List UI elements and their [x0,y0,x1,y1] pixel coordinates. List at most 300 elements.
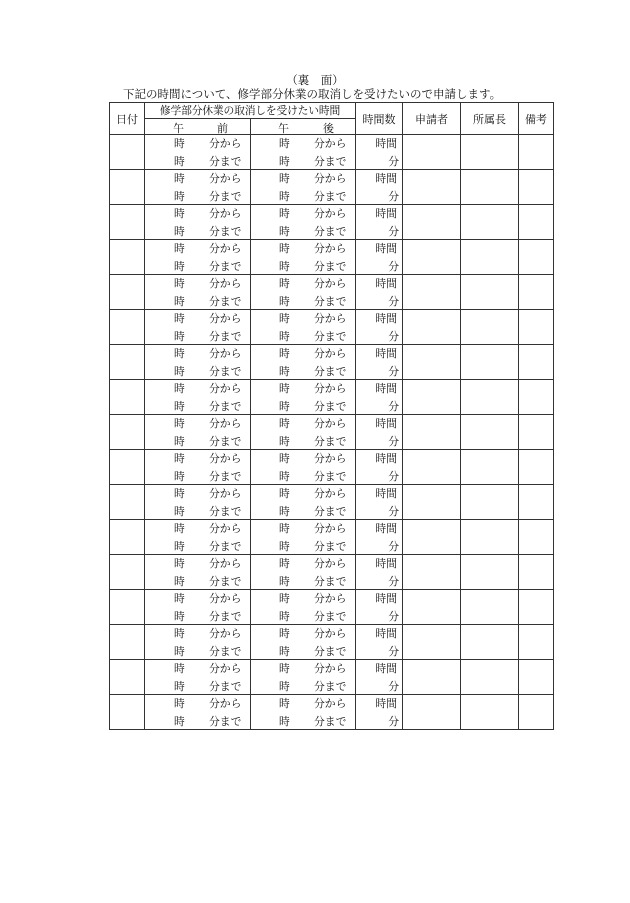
morning-end-minute-label: 分まで [209,330,242,343]
hours-cell[interactable] [356,345,403,380]
hours-cell[interactable] [356,380,403,415]
hours-unit-label: 時間 [375,417,397,430]
morning-start-minute-label: 分から [209,592,242,605]
minutes-unit-label: 分 [388,680,399,693]
morning-start-hour-label: 時 [174,487,185,500]
morning-end-hour-label: 時 [174,260,185,273]
morning-start-hour-label: 時 [174,347,185,360]
afternoon-end-hour-label: 時 [279,155,290,168]
hours-unit-label: 時間 [375,592,397,605]
morning-time-cell[interactable] [145,555,251,590]
intro-text: 下記の時間について、修学部分休業の取消しを受けたいので申請します。 [123,87,502,101]
date-cell[interactable] [110,625,145,660]
chief-stamp-cell[interactable] [461,170,519,205]
table-row [110,205,554,240]
table-row [110,625,554,660]
afternoon-end-minute-label: 分まで [314,435,347,448]
header-applicant: 申請者 [403,103,461,135]
morning-end-hour-label: 時 [174,610,185,623]
minutes-unit-label: 分 [388,330,399,343]
morning-end-minute-label: 分まで [209,505,242,518]
afternoon-time-cell[interactable] [251,415,356,450]
morning-end-minute-label: 分まで [209,400,242,413]
hours-cell[interactable] [356,450,403,485]
afternoon-start-minute-label: 分から [314,347,347,360]
afternoon-time-cell[interactable] [251,380,356,415]
chief-stamp-cell[interactable] [461,345,519,380]
morning-start-hour-label: 時 [174,207,185,220]
morning-end-minute-label: 分まで [209,190,242,203]
morning-end-minute-label: 分まで [209,435,242,448]
morning-time-cell[interactable] [145,450,251,485]
afternoon-end-minute-label: 分まで [314,295,347,308]
afternoon-start-hour-label: 時 [279,557,290,570]
afternoon-time-cell[interactable] [251,695,356,730]
date-cell[interactable] [110,275,145,310]
morning-time-cell[interactable] [145,625,251,660]
morning-time-cell[interactable] [145,520,251,555]
remarks-cell[interactable] [519,695,554,730]
date-cell[interactable] [110,555,145,590]
remarks-cell[interactable] [519,485,554,520]
afternoon-start-hour-label: 時 [279,522,290,535]
applicant-stamp-cell[interactable] [403,415,461,450]
table-row [110,240,554,275]
afternoon-start-minute-label: 分から [314,242,347,255]
table-row [110,520,554,555]
date-cell[interactable] [110,415,145,450]
morning-start-hour-label: 時 [174,592,185,605]
remarks-cell[interactable] [519,240,554,275]
afternoon-end-hour-label: 時 [279,225,290,238]
hours-cell[interactable] [356,275,403,310]
afternoon-start-minute-label: 分から [314,662,347,675]
hours-cell[interactable] [356,695,403,730]
table-row [110,415,554,450]
afternoon-time-cell[interactable] [251,345,356,380]
morning-end-hour-label: 時 [174,400,185,413]
minutes-unit-label: 分 [388,575,399,588]
remarks-cell[interactable] [519,415,554,450]
morning-start-hour-label: 時 [174,452,185,465]
morning-time-cell[interactable] [145,590,251,625]
chief-stamp-cell[interactable] [461,660,519,695]
minutes-unit-label: 分 [388,155,399,168]
morning-start-minute-label: 分から [209,417,242,430]
chief-stamp-cell[interactable] [461,240,519,275]
morning-time-cell[interactable] [145,170,251,205]
hours-unit-label: 時間 [375,347,397,360]
header-afternoon [251,119,356,135]
morning-end-hour-label: 時 [174,330,185,343]
afternoon-start-hour-label: 時 [279,627,290,640]
morning-time-cell[interactable] [145,380,251,415]
applicant-stamp-cell[interactable] [403,240,461,275]
minutes-unit-label: 分 [388,715,399,728]
header-cancel-time: 修学部分休業の取消しを受けたい時間 [145,103,356,119]
table-row [110,555,554,590]
minutes-unit-label: 分 [388,435,399,448]
afternoon-start-minute-label: 分から [314,697,347,710]
afternoon-time-cell[interactable] [251,450,356,485]
table-row [110,590,554,625]
chief-stamp-cell[interactable] [461,520,519,555]
morning-start-minute-label: 分から [209,137,242,150]
table-row [110,275,554,310]
header-afternoon-2: 後 [323,122,334,135]
morning-end-hour-label: 時 [174,155,185,168]
morning-end-hour-label: 時 [174,365,185,378]
morning-end-hour-label: 時 [174,680,185,693]
table-row [110,695,554,730]
applicant-stamp-cell[interactable] [403,555,461,590]
morning-start-hour-label: 時 [174,627,185,640]
afternoon-end-minute-label: 分まで [314,365,347,378]
remarks-cell[interactable] [519,555,554,590]
applicant-stamp-cell[interactable] [403,695,461,730]
afternoon-end-minute-label: 分まで [314,470,347,483]
afternoon-end-minute-label: 分まで [314,680,347,693]
date-cell[interactable] [110,240,145,275]
afternoon-start-hour-label: 時 [279,662,290,675]
afternoon-start-hour-label: 時 [279,137,290,150]
afternoon-time-cell[interactable] [251,205,356,240]
hours-unit-label: 時間 [375,277,397,290]
morning-end-hour-label: 時 [174,645,185,658]
morning-start-hour-label: 時 [174,242,185,255]
morning-start-minute-label: 分から [209,207,242,220]
morning-end-hour-label: 時 [174,505,185,518]
hours-cell[interactable] [356,520,403,555]
afternoon-end-hour-label: 時 [279,680,290,693]
afternoon-end-minute-label: 分まで [314,575,347,588]
afternoon-end-minute-label: 分まで [314,190,347,203]
hours-unit-label: 時間 [375,382,397,395]
applicant-stamp-cell[interactable] [403,310,461,345]
morning-time-cell[interactable] [145,660,251,695]
date-cell[interactable] [110,170,145,205]
applicant-stamp-cell[interactable] [403,625,461,660]
afternoon-time-cell[interactable] [251,275,356,310]
minutes-unit-label: 分 [388,645,399,658]
chief-stamp-cell[interactable] [461,310,519,345]
morning-start-minute-label: 分から [209,242,242,255]
hours-cell[interactable] [356,590,403,625]
morning-time-cell[interactable] [145,240,251,275]
hours-cell[interactable] [356,205,403,240]
afternoon-end-hour-label: 時 [279,715,290,728]
morning-time-cell[interactable] [145,275,251,310]
date-cell[interactable] [110,450,145,485]
hours-unit-label: 時間 [375,557,397,570]
remarks-cell[interactable] [519,310,554,345]
hours-unit-label: 時間 [375,137,397,150]
afternoon-start-minute-label: 分から [314,172,347,185]
morning-end-minute-label: 分まで [209,610,242,623]
date-cell[interactable] [110,485,145,520]
morning-time-cell[interactable] [145,485,251,520]
morning-start-minute-label: 分から [209,347,242,360]
afternoon-time-cell[interactable] [251,310,356,345]
header-date: 日付 [110,103,145,135]
table-row [110,310,554,345]
afternoon-end-minute-label: 分まで [314,330,347,343]
morning-end-hour-label: 時 [174,575,185,588]
header-remarks: 備考 [519,103,554,135]
header-hours: 時間数 [356,103,403,135]
afternoon-start-hour-label: 時 [279,382,290,395]
afternoon-start-minute-label: 分から [314,452,347,465]
afternoon-start-minute-label: 分から [314,487,347,500]
remarks-cell[interactable] [519,520,554,555]
morning-end-minute-label: 分まで [209,680,242,693]
hours-unit-label: 時間 [375,522,397,535]
chief-stamp-cell[interactable] [461,135,519,170]
applicant-stamp-cell[interactable] [403,660,461,695]
chief-stamp-cell[interactable] [461,275,519,310]
morning-end-hour-label: 時 [174,190,185,203]
morning-end-minute-label: 分まで [209,470,242,483]
morning-start-hour-label: 時 [174,137,185,150]
remarks-cell[interactable] [519,625,554,660]
hours-unit-label: 時間 [375,627,397,640]
afternoon-start-hour-label: 時 [279,487,290,500]
morning-start-minute-label: 分から [209,662,242,675]
afternoon-time-cell[interactable] [251,660,356,695]
afternoon-start-hour-label: 時 [279,452,290,465]
afternoon-end-hour-label: 時 [279,470,290,483]
afternoon-time-cell[interactable] [251,520,356,555]
date-cell[interactable] [110,695,145,730]
hours-cell[interactable] [356,625,403,660]
afternoon-time-cell[interactable] [251,555,356,590]
afternoon-start-minute-label: 分から [314,417,347,430]
hours-unit-label: 時間 [375,172,397,185]
afternoon-start-minute-label: 分から [314,557,347,570]
table-row [110,380,554,415]
morning-end-minute-label: 分まで [209,715,242,728]
morning-end-hour-label: 時 [174,295,185,308]
header-morning-1: 午 [173,122,184,135]
hours-cell[interactable] [356,170,403,205]
minutes-unit-label: 分 [388,540,399,553]
chief-stamp-cell[interactable] [461,485,519,520]
hours-unit-label: 時間 [375,207,397,220]
afternoon-start-hour-label: 時 [279,312,290,325]
applicant-stamp-cell[interactable] [403,170,461,205]
morning-start-minute-label: 分から [209,487,242,500]
chief-stamp-cell[interactable] [461,380,519,415]
applicant-stamp-cell[interactable] [403,590,461,625]
afternoon-end-hour-label: 時 [279,190,290,203]
afternoon-start-hour-label: 時 [279,172,290,185]
hours-cell[interactable] [356,240,403,275]
header-chief: 所属長 [461,103,519,135]
morning-start-hour-label: 時 [174,697,185,710]
morning-start-hour-label: 時 [174,522,185,535]
afternoon-time-cell[interactable] [251,240,356,275]
form-rows [110,135,554,730]
afternoon-end-hour-label: 時 [279,295,290,308]
morning-start-hour-label: 時 [174,277,185,290]
table-row [110,135,554,170]
applicant-stamp-cell[interactable] [403,345,461,380]
remarks-cell[interactable] [519,660,554,695]
hours-cell[interactable] [356,310,403,345]
applicant-stamp-cell[interactable] [403,450,461,485]
date-cell[interactable] [110,520,145,555]
morning-time-cell[interactable] [145,345,251,380]
morning-time-cell[interactable] [145,135,251,170]
afternoon-start-hour-label: 時 [279,277,290,290]
hours-cell[interactable] [356,135,403,170]
date-cell[interactable] [110,380,145,415]
afternoon-start-hour-label: 時 [279,207,290,220]
minutes-unit-label: 分 [388,400,399,413]
morning-start-hour-label: 時 [174,312,185,325]
chief-stamp-cell[interactable] [461,590,519,625]
morning-end-minute-label: 分まで [209,645,242,658]
remarks-cell[interactable] [519,135,554,170]
afternoon-end-hour-label: 時 [279,260,290,273]
morning-start-minute-label: 分から [209,627,242,640]
morning-end-minute-label: 分まで [209,155,242,168]
minutes-unit-label: 分 [388,225,399,238]
morning-start-minute-label: 分から [209,452,242,465]
morning-end-minute-label: 分まで [209,225,242,238]
afternoon-end-hour-label: 時 [279,400,290,413]
date-cell[interactable] [110,310,145,345]
morning-end-hour-label: 時 [174,715,185,728]
morning-time-cell[interactable] [145,205,251,240]
afternoon-end-minute-label: 分まで [314,540,347,553]
afternoon-end-hour-label: 時 [279,365,290,378]
chief-stamp-cell[interactable] [461,695,519,730]
applicant-stamp-cell[interactable] [403,520,461,555]
morning-start-hour-label: 時 [174,557,185,570]
afternoon-end-hour-label: 時 [279,330,290,343]
afternoon-end-hour-label: 時 [279,540,290,553]
afternoon-start-hour-label: 時 [279,242,290,255]
table-row [110,660,554,695]
table-row [110,170,554,205]
morning-time-cell[interactable] [145,415,251,450]
afternoon-start-minute-label: 分から [314,627,347,640]
date-cell[interactable] [110,205,145,240]
morning-end-hour-label: 時 [174,225,185,238]
hours-unit-label: 時間 [375,487,397,500]
chief-stamp-cell[interactable] [461,625,519,660]
chief-stamp-cell[interactable] [461,555,519,590]
afternoon-end-hour-label: 時 [279,575,290,588]
morning-start-minute-label: 分から [209,557,242,570]
header-morning [145,119,251,135]
morning-end-minute-label: 分まで [209,295,242,308]
afternoon-start-minute-label: 分から [314,382,347,395]
morning-end-hour-label: 時 [174,470,185,483]
afternoon-time-cell[interactable] [251,135,356,170]
date-cell[interactable] [110,345,145,380]
remarks-cell[interactable] [519,450,554,485]
afternoon-start-hour-label: 時 [279,592,290,605]
morning-end-minute-label: 分まで [209,260,242,273]
afternoon-start-minute-label: 分から [314,312,347,325]
afternoon-time-cell[interactable] [251,590,356,625]
morning-end-hour-label: 時 [174,540,185,553]
morning-start-hour-label: 時 [174,382,185,395]
afternoon-end-minute-label: 分まで [314,715,347,728]
afternoon-end-hour-label: 時 [279,435,290,448]
afternoon-end-hour-label: 時 [279,610,290,623]
date-cell[interactable] [110,660,145,695]
afternoon-end-minute-label: 分まで [314,400,347,413]
applicant-stamp-cell[interactable] [403,205,461,240]
applicant-stamp-cell[interactable] [403,135,461,170]
hours-cell[interactable] [356,660,403,695]
chief-stamp-cell[interactable] [461,450,519,485]
morning-start-minute-label: 分から [209,522,242,535]
morning-time-cell[interactable] [145,695,251,730]
afternoon-start-minute-label: 分から [314,522,347,535]
date-cell[interactable] [110,135,145,170]
afternoon-start-hour-label: 時 [279,417,290,430]
morning-start-minute-label: 分から [209,697,242,710]
minutes-unit-label: 分 [388,470,399,483]
afternoon-time-cell[interactable] [251,625,356,660]
afternoon-start-minute-label: 分から [314,207,347,220]
remarks-cell[interactable] [519,170,554,205]
afternoon-start-minute-label: 分から [314,137,347,150]
morning-start-minute-label: 分から [209,277,242,290]
remarks-cell[interactable] [519,275,554,310]
hours-unit-label: 時間 [375,662,397,675]
applicant-stamp-cell[interactable] [403,275,461,310]
afternoon-start-minute-label: 分から [314,592,347,605]
afternoon-start-minute-label: 分から [314,277,347,290]
morning-start-hour-label: 時 [174,662,185,675]
minutes-unit-label: 分 [388,190,399,203]
morning-start-hour-label: 時 [174,172,185,185]
date-cell[interactable] [110,590,145,625]
hours-unit-label: 時間 [375,452,397,465]
hours-cell[interactable] [356,555,403,590]
morning-start-minute-label: 分から [209,172,242,185]
application-table [109,102,554,730]
remarks-cell[interactable] [519,380,554,415]
hours-unit-label: 時間 [375,312,397,325]
chief-stamp-cell[interactable] [461,205,519,240]
afternoon-end-minute-label: 分まで [314,610,347,623]
morning-end-minute-label: 分まで [209,575,242,588]
remarks-cell[interactable] [519,345,554,380]
morning-time-cell[interactable] [145,310,251,345]
hours-cell[interactable] [356,415,403,450]
page-title: （裏 面） [286,73,344,87]
afternoon-time-cell[interactable] [251,170,356,205]
minutes-unit-label: 分 [388,610,399,623]
minutes-unit-label: 分 [388,260,399,273]
afternoon-time-cell[interactable] [251,485,356,520]
remarks-cell[interactable] [519,590,554,625]
chief-stamp-cell[interactable] [461,415,519,450]
morning-start-minute-label: 分から [209,382,242,395]
minutes-unit-label: 分 [388,295,399,308]
hours-cell[interactable] [356,485,403,520]
applicant-stamp-cell[interactable] [403,380,461,415]
applicant-stamp-cell[interactable] [403,485,461,520]
afternoon-end-minute-label: 分まで [314,260,347,273]
remarks-cell[interactable] [519,205,554,240]
